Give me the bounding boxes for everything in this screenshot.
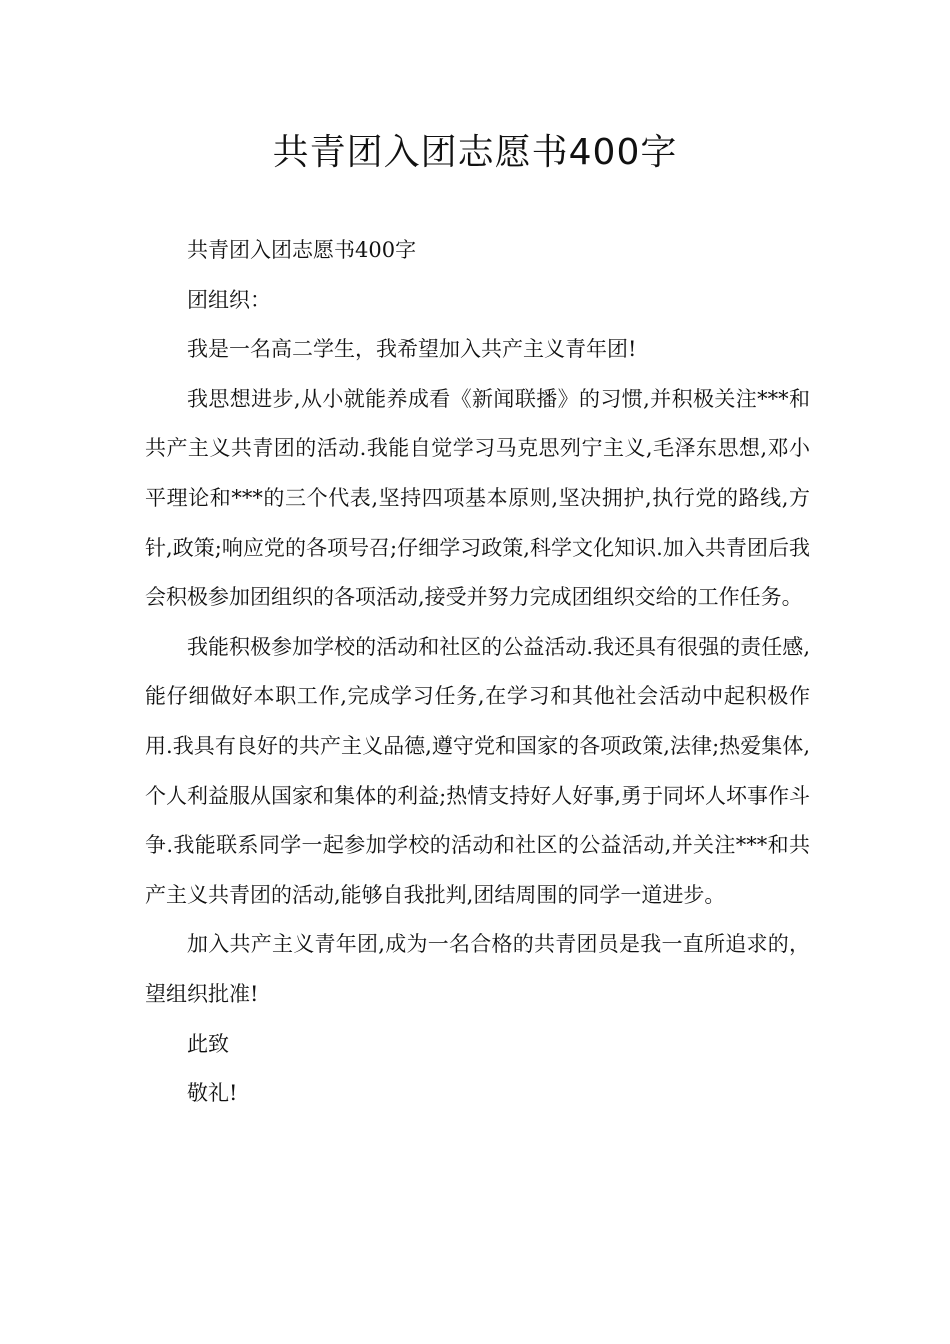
body-paragraph-1: 我思想进步,从小就能养成看《新闻联播》的习惯,并积极关注***和共产主义共青团的活动.我能自觉学习马克思列宁主义,毛泽东思想,邓小平理论和***的三个代表,坚持四项基本原则,坚决拥护,执行党的路线,方针,政策;响应党的各项号召;仔细学习政策,科学文化知识.加入共青团后我会积极参加团组织的各项活动,接受并努力完成团组织交给的工作任务。 [145,386,810,610]
regards-line: 此致 [187,1031,229,1056]
intro-paragraph: 我是一名高二学生，我希望加入共产主义青年团! [187,337,637,362]
document-title: 共青团入团志愿书400字 [272,132,678,173]
salutation-paragraph: 团组织： [187,287,271,312]
salute-line: 敬礼! [187,1081,238,1106]
closing-paragraph: 加入共产主义青年团,成为一名合格的共青团员是我一直所追求的，望组织批准! [145,932,810,1006]
body-paragraph-2: 我能积极参加学校的活动和社区的公益活动.我还具有很强的责任感,能仔细做好本职工作,完成学习任务,在学习和其他社会活动中起积极作用.我具有良好的共产主义品德,遵守党和国家的各项政策,法律;热爱集体,个人利益服从国家和集体的利益;热情支持好人好事,勇于同坏人坏事作斗争.我能联系同学一起参加学校的活动和社区的公益活动,并关注***和共产主义共青团的活动,能够自我批判,团结周围的同学一道进步。 [145,634,810,907]
subtitle-paragraph: 共青团入团志愿书400字 [187,238,417,262]
document-body [145,226,810,1119]
